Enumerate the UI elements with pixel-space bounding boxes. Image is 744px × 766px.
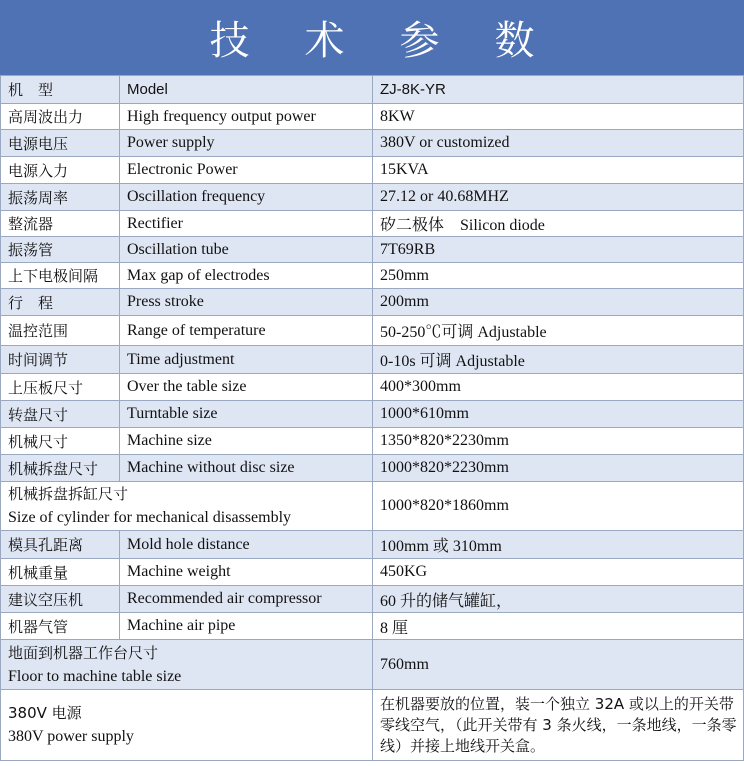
table-row [1,76,744,104]
row-label-en: Mold hole distance [120,531,373,559]
table-row [1,211,744,237]
row-value: 450KG [373,559,744,586]
table-row [1,455,744,482]
row-label-cn: 高周波出力 [1,104,120,130]
row-label-cn: 机械重量 [1,559,120,586]
table-row [1,640,744,690]
row-label-en: Machine air pipe [120,613,373,640]
table-row [1,157,744,184]
row-label-cn: 机 型 [1,76,120,104]
row-value: 0-10s 可调 Adjustable [373,346,744,374]
row-value: 250mm [373,263,744,289]
row-value: 100mm 或 310mm [373,531,744,559]
table-row [1,482,744,531]
table-row [1,613,744,640]
row-label-cn: 振荡周率 [1,184,120,211]
row-label-en: Model [120,76,373,104]
table-row [1,531,744,559]
spec-table [0,75,744,761]
row-label-cn: 建议空压机 [1,586,120,613]
table-row [1,316,744,346]
table-row [1,559,744,586]
row-value: 380V or customized [373,130,744,157]
row-value: 27.12 or 40.68MHZ [373,184,744,211]
row-value: 1000*820*1860mm [373,482,744,531]
row-label-en: Machine weight [120,559,373,586]
row-value: 50-250℃可调 Adjustable [373,316,744,346]
row-label-en: 380V power supply [8,728,134,745]
page-title: 技术参数 [209,18,590,64]
table-row [1,401,744,428]
row-label-en: Rectifier [120,211,373,237]
row-label-cn: 电源电压 [1,130,120,157]
row-value: ZJ-8K-YR [373,76,744,104]
table-row [1,374,744,401]
row-label-en: Power supply [120,130,373,157]
table-row [1,237,744,263]
row-label-en: Range of temperature [120,316,373,346]
row-value: 200mm [373,289,744,316]
row-label-cn: 振荡管 [1,237,120,263]
row-value: 8KW [373,104,744,130]
row-label-en: Time adjustment [120,346,373,374]
row-label-en: Press stroke [120,289,373,316]
row-label-combined [1,640,373,690]
row-value: 60 升的储气罐缸， [373,586,744,613]
table-row [1,346,744,374]
row-label-en: Machine size [120,428,373,455]
table-row [1,586,744,613]
table-row [1,184,744,211]
row-label-cn: 机械拆盘尺寸 [1,455,120,482]
row-value: 8 厘 [373,613,744,640]
row-label-en: High frequency output power [120,104,373,130]
row-label-combined [1,482,373,531]
row-label-cn: 电源入力 [1,157,120,184]
row-label-cn: 整流器 [1,211,120,237]
row-label-cn: 机械拆盘拆缸尺寸 [8,485,129,503]
row-label-en: Max gap of electrodes [120,263,373,289]
row-value: 矽二极体 Silicon diode [373,211,744,237]
row-label-cn: 温控范围 [1,316,120,346]
row-label-cn: 机器气管 [1,613,120,640]
row-value: 7T69RB [373,237,744,263]
table-row [1,130,744,157]
row-label-en: Turntable size [120,401,373,428]
row-label-cn: 时间调节 [1,346,120,374]
table-row [1,289,744,316]
row-value: 400*300mm [373,374,744,401]
row-label-cn: 380V 电源 [8,704,82,722]
power-supply-note: 在机器要放的位置，装一个独立 32A 或以上的开关带零线空气，（此开关带有 3 条火线，一条地线，一条零线）并接上地线开关盒。 [380,694,737,755]
row-value: 15KVA [373,157,744,184]
row-label-en: Oscillation frequency [120,184,373,211]
row-label-en: Electronic Power [120,157,373,184]
row-label-combined [1,690,373,761]
row-label-cn: 行 程 [1,289,120,316]
row-label-en: Size of cylinder for mechanical disassembly [8,509,292,526]
row-label-cn: 上下电极间隔 [1,263,120,289]
row-label-cn: 模具孔距离 [1,531,120,559]
row-label-cn: 上压板尺寸 [1,374,120,401]
row-label-en: Recommended air compressor [120,586,373,613]
table-row [1,104,744,130]
row-label-en: Over the table size [120,374,373,401]
row-value: 760mm [373,640,744,690]
table-row [1,263,744,289]
header-banner [0,0,744,75]
row-label-en: Machine without disc size [120,455,373,482]
row-label-cn: 地面到机器工作台尺寸 [8,643,159,662]
table-row [1,690,744,761]
table-row [1,428,744,455]
row-value [373,690,744,761]
row-value: 1000*610mm [373,401,744,428]
row-value: 1350*820*2230mm [373,428,744,455]
row-label-cn: 机械尺寸 [1,428,120,455]
row-label-en: Floor to machine table size [8,667,182,685]
row-value: 1000*820*2230mm [373,455,744,482]
row-label-cn: 转盘尺寸 [1,401,120,428]
row-label-en: Oscillation tube [120,237,373,263]
